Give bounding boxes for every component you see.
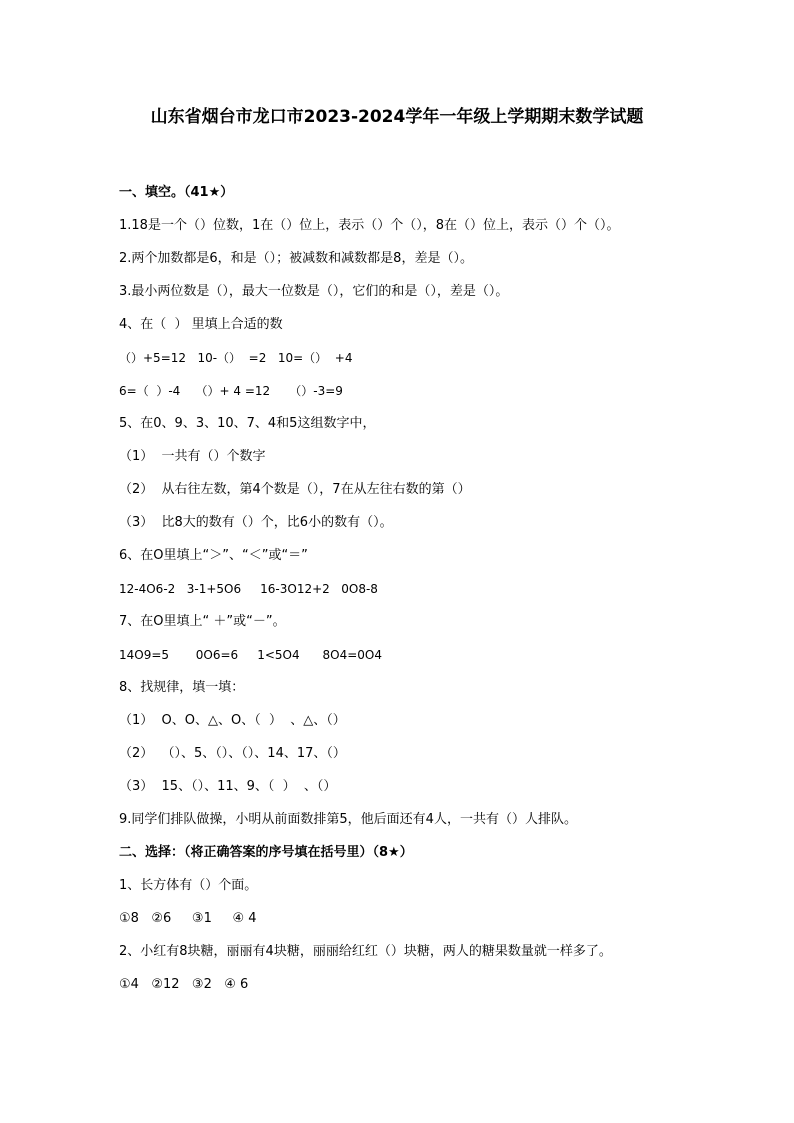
- equation-line: （）+5=12 10-（） =2 10=（） +4: [119, 351, 353, 365]
- sub-question-line: （1） O、O、△、O、（ ） 、△、（）: [119, 713, 346, 728]
- equation-line: 6=（ ）-4 （）+ 4 =12 （）-3=9: [119, 384, 343, 398]
- section-heading-fill-blank: 一、填空。（41★）: [119, 185, 234, 200]
- question-line: 7、在O里填上“ ＋”或“－”。: [119, 614, 286, 629]
- section-heading-choice: 二、选择：（将正确答案的序号填在括号里）（8★）: [119, 845, 413, 860]
- options-line: ①8 ②6 ③1 ④ 4: [119, 911, 257, 926]
- sub-question-line: （1） 一共有（）个数字: [119, 449, 266, 464]
- sub-question-line: （2） （）、5、（）、（）、14、17、（）: [119, 746, 346, 761]
- question-line: 9.同学们排队做操，小明从前面数排第5，他后面还有4人，一共有（）人排队。: [119, 812, 577, 827]
- equation-line: 14O9=5 0O6=6 1<5O4 8O4=0O4: [119, 648, 382, 662]
- equation-line: 12-4O6-2 3-1+5O6 16-3O12+2 0O8-8: [119, 582, 378, 596]
- question-line: 1、长方体有（）个面。: [119, 878, 258, 893]
- question-line: 2、小红有8块糖，丽丽有4块糖，丽丽给红红（）块糖，两人的糖果数量就一样多了。: [119, 944, 612, 959]
- document-body: [119, 181, 679, 1006]
- question-line: 5、在0、9、3、10、7、4和5这组数字中，: [119, 416, 376, 431]
- page-title: 山东省烟台市龙口市2023-2024学年一年级上学期期末数学试题: [150, 107, 644, 127]
- options-line: ①4 ②12 ③2 ④ 6: [119, 977, 249, 992]
- question-line: 4、在（ ） 里填上合适的数: [119, 317, 283, 332]
- question-line: 3.最小两位数是（），最大一位数是（），它们的和是（），差是（）。: [119, 284, 509, 299]
- question-line: 1.18是一个（）位数，1在（）位上，表示（）个（），8在（）位上，表示（）个（）。: [119, 218, 620, 233]
- sub-question-line: （3） 比8大的数有（）个，比6小的数有（）。: [119, 515, 393, 530]
- question-line: 8、找规律，填一填：: [119, 680, 245, 695]
- question-line: 6、在O里填上“＞”、“＜”或“＝”: [119, 548, 308, 563]
- question-line: 2.两个加数都是6，和是（）；被减数和减数都是8，差是（）。: [119, 251, 473, 266]
- sub-question-line: （2） 从右往左数，第4个数是（），7在从左往右数的第（）: [119, 482, 471, 497]
- sub-question-line: （3） 15、（）、11、9、（ ） 、（）: [119, 779, 337, 794]
